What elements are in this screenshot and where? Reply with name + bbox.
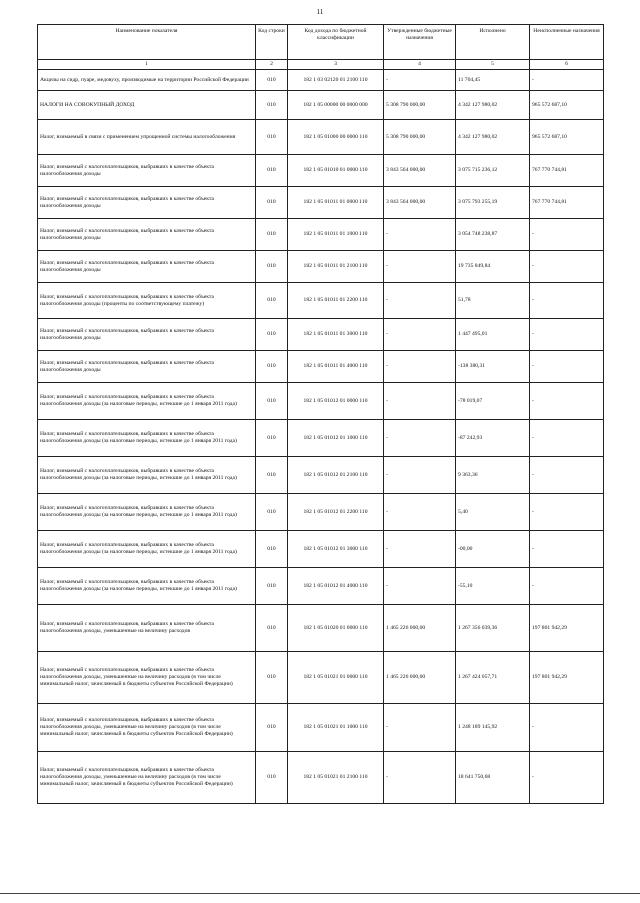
row-approved-amount: 5 308 790 000,00 <box>384 120 456 155</box>
table-row <box>38 219 604 251</box>
row-approved-amount: 5 308 790 000,00 <box>384 91 456 120</box>
row-indicator-name: Налог, взимаемый с налогоплательщиков, выбравших в качестве объекта налогообложения доходы (за налоговые периоды, истекшие до 1 января 2011 года) <box>38 457 256 494</box>
row-line-code: 010 <box>256 155 288 187</box>
row-approved-amount: - <box>384 420 456 457</box>
row-line-code: 010 <box>256 351 288 383</box>
row-executed-amount: 3 054 748 238,87 <box>456 219 530 251</box>
table-row <box>38 120 604 155</box>
row-indicator-name: Акцизы на сидр, пуаре, медовуху, производимые на территории Российской Федерации <box>38 70 256 91</box>
row-indicator-name: Налог, взимаемый с налогоплательщиков, выбравших в качестве объекта налогообложения доходы (за налоговые периоды, истекшие до 1 января 2011 года) <box>38 420 256 457</box>
column-number: 6 <box>530 60 604 70</box>
row-approved-amount: - <box>384 457 456 494</box>
row-income-code: 182 1 05 01012 01 2200 110 <box>288 494 384 531</box>
row-approved-amount: - <box>384 219 456 251</box>
header-row <box>38 25 604 60</box>
table-row <box>38 283 604 319</box>
row-line-code: 010 <box>256 383 288 420</box>
row-unexecuted-amount: 197 801 942,29 <box>530 652 604 704</box>
column-number: 4 <box>384 60 456 70</box>
row-income-code: 182 1 05 01011 01 1000 110 <box>288 219 384 251</box>
row-executed-amount: -55,10 <box>456 568 530 605</box>
row-unexecuted-amount: 197 801 942,29 <box>530 605 604 652</box>
column-number: 5 <box>456 60 530 70</box>
row-income-code: 182 1 05 01012 01 1000 110 <box>288 420 384 457</box>
row-indicator-name: Налог, взимаемый с налогоплательщиков, выбравших в качестве объекта налогообложения доходы (за налоговые периоды, истекшие до 1 января 2011 года) <box>38 494 256 531</box>
row-executed-amount: -78 019,07 <box>456 383 530 420</box>
row-line-code: 010 <box>256 531 288 568</box>
row-approved-amount: 1 465 226 000,00 <box>384 605 456 652</box>
row-unexecuted-amount: - <box>530 457 604 494</box>
header-executed: Исполнено <box>456 25 530 60</box>
row-unexecuted-amount: - <box>530 70 604 91</box>
row-income-code: 182 1 05 01010 01 0000 110 <box>288 155 384 187</box>
table-row <box>38 91 604 120</box>
table-row <box>38 383 604 420</box>
row-income-code: 182 1 05 00000 00 0000 000 <box>288 91 384 120</box>
row-unexecuted-amount: - <box>530 494 604 531</box>
table-row <box>38 704 604 752</box>
row-indicator-name: Налог, взимаемый в связи с применением упрощенной системы налогообложения <box>38 120 256 155</box>
row-income-code: 182 1 05 01000 00 0000 110 <box>288 120 384 155</box>
row-executed-amount: 1 267 356 039,36 <box>456 605 530 652</box>
row-approved-amount: - <box>384 70 456 91</box>
table-row <box>38 420 604 457</box>
row-approved-amount: 3 843 564 000,00 <box>384 187 456 219</box>
row-approved-amount: - <box>384 319 456 351</box>
row-income-code: 182 1 05 01011 01 2200 110 <box>288 283 384 319</box>
row-executed-amount: 9 363,36 <box>456 457 530 494</box>
row-indicator-name: Налог, взимаемый с налогоплательщиков, выбравших в качестве объекта налогообложения доходы <box>38 251 256 283</box>
row-line-code: 010 <box>256 420 288 457</box>
row-approved-amount: 3 843 564 000,00 <box>384 155 456 187</box>
row-unexecuted-amount: - <box>530 531 604 568</box>
row-executed-amount: 4 342 127 980,02 <box>456 120 530 155</box>
row-unexecuted-amount: - <box>530 319 604 351</box>
row-executed-amount: 5,40 <box>456 494 530 531</box>
row-line-code: 010 <box>256 568 288 605</box>
row-line-code: 010 <box>256 70 288 91</box>
row-approved-amount: - <box>384 704 456 752</box>
row-executed-amount: -138 380,31 <box>456 351 530 383</box>
header-income-code: Код дохода по бюджетной классификации <box>288 25 384 60</box>
row-income-code: 182 1 05 01011 01 0000 110 <box>288 187 384 219</box>
row-line-code: 010 <box>256 652 288 704</box>
row-income-code: 182 1 05 01021 01 1000 110 <box>288 704 384 752</box>
page-number: 11 <box>316 8 324 16</box>
row-unexecuted-amount: - <box>530 420 604 457</box>
row-executed-amount: 4 342 127 980,02 <box>456 91 530 120</box>
page-bottom-rule <box>0 893 640 894</box>
table-row <box>38 351 604 383</box>
table-row <box>38 319 604 351</box>
row-unexecuted-amount: - <box>530 283 604 319</box>
row-approved-amount: 1 465 226 000,00 <box>384 652 456 704</box>
row-executed-amount: 1 267 424 057,71 <box>456 652 530 704</box>
row-indicator-name: НАЛОГИ НА СОВОКУПНЫЙ ДОХОД <box>38 91 256 120</box>
table-row <box>38 568 604 605</box>
budget-execution-table <box>37 24 604 804</box>
row-line-code: 010 <box>256 219 288 251</box>
column-number: 3 <box>288 60 384 70</box>
row-indicator-name: Налог, взимаемый с налогоплательщиков, выбравших в качестве объекта налогообложения доходы, уменьшенные на величину расходов (в том числе минимальный налог, зачисляемый в бюджеты субъектов Российской Федерации) <box>38 704 256 752</box>
row-line-code: 010 <box>256 319 288 351</box>
table-row <box>38 187 604 219</box>
row-approved-amount: - <box>384 494 456 531</box>
row-indicator-name: Налог, взимаемый с налогоплательщиков, выбравших в качестве объекта налогообложения доходы <box>38 219 256 251</box>
row-unexecuted-amount: - <box>530 219 604 251</box>
table-row <box>38 531 604 568</box>
row-indicator-name: Налог, взимаемый с налогоплательщиков, выбравших в качестве объекта налогообложения доходы <box>38 187 256 219</box>
table-row <box>38 752 604 804</box>
column-number: 1 <box>38 60 256 70</box>
table-row <box>38 652 604 704</box>
row-approved-amount: - <box>384 251 456 283</box>
row-line-code: 010 <box>256 187 288 219</box>
row-approved-amount: - <box>384 752 456 804</box>
row-indicator-name: Налог, взимаемый с налогоплательщиков, выбравших в качестве объекта налогообложения доходы <box>38 319 256 351</box>
row-approved-amount: - <box>384 568 456 605</box>
row-approved-amount: - <box>384 531 456 568</box>
row-income-code: 182 1 05 01012 01 2100 110 <box>288 457 384 494</box>
row-indicator-name: Налог, взимаемый с налогоплательщиков, выбравших в качестве объекта налогообложения доходы, уменьшенные на величину расходов <box>38 605 256 652</box>
row-executed-amount: 3 075 715 236,12 <box>456 155 530 187</box>
table-row <box>38 494 604 531</box>
row-income-code: 182 1 03 02120 01 2100 110 <box>288 70 384 91</box>
row-income-code: 182 1 05 01011 01 4000 110 <box>288 351 384 383</box>
row-line-code: 010 <box>256 605 288 652</box>
header-unexecuted: Неисполненные назначения <box>530 25 604 60</box>
table-row <box>38 155 604 187</box>
row-executed-amount: 51,78 <box>456 283 530 319</box>
row-income-code: 182 1 05 01012 01 3000 110 <box>288 531 384 568</box>
table-row <box>38 457 604 494</box>
row-indicator-name: Налог, взимаемый с налогоплательщиков, выбравших в качестве объекта налогообложения доходы (за налоговые периоды, истекшие до 1 января 2011 года) <box>38 568 256 605</box>
row-unexecuted-amount: - <box>530 704 604 752</box>
row-unexecuted-amount: 767 770 744,81 <box>530 187 604 219</box>
row-income-code: 182 1 05 01011 01 3000 110 <box>288 319 384 351</box>
row-line-code: 010 <box>256 251 288 283</box>
row-indicator-name: Налог, взимаемый с налогоплательщиков, выбравших в качестве объекта налогообложения доходы (проценты по соответствующему платежу) <box>38 283 256 319</box>
row-income-code: 182 1 05 01021 01 2100 110 <box>288 752 384 804</box>
row-line-code: 010 <box>256 704 288 752</box>
row-executed-amount: -87 242,93 <box>456 420 530 457</box>
row-unexecuted-amount: 965 572 687,10 <box>530 120 604 155</box>
row-indicator-name: Налог, взимаемый с налогоплательщиков, выбравших в качестве объекта налогообложения доходы, уменьшенные на величину расходов (в том числе минимальный налог, зачисляемый в бюджеты субъектов Российской Федерации) <box>38 652 256 704</box>
row-executed-amount: 3 075 793 255,19 <box>456 187 530 219</box>
row-unexecuted-amount: - <box>530 568 604 605</box>
row-unexecuted-amount: - <box>530 752 604 804</box>
row-income-code: 182 1 05 01021 01 0000 110 <box>288 652 384 704</box>
row-approved-amount: - <box>384 351 456 383</box>
row-line-code: 010 <box>256 494 288 531</box>
table-row <box>38 605 604 652</box>
row-income-code: 182 1 05 01012 01 0000 110 <box>288 383 384 420</box>
row-unexecuted-amount: - <box>530 351 604 383</box>
row-approved-amount: - <box>384 383 456 420</box>
header-line-code: Код строки <box>256 25 288 60</box>
row-unexecuted-amount: 767 770 744,81 <box>530 155 604 187</box>
row-line-code: 010 <box>256 283 288 319</box>
row-unexecuted-amount: - <box>530 383 604 420</box>
row-executed-amount: 1 447 495,01 <box>456 319 530 351</box>
row-line-code: 010 <box>256 91 288 120</box>
row-indicator-name: Налог, взимаемый с налогоплательщиков, выбравших в качестве объекта налогообложения доходы, уменьшенные на величину расходов (в том числе минимальный налог, зачисляемый в бюджеты субъектов Российской Федерации) <box>38 752 256 804</box>
row-executed-amount: 19 735 849,84 <box>456 251 530 283</box>
header-indicator-name: Наименование показателя <box>38 25 256 60</box>
row-indicator-name: Налог, взимаемый с налогоплательщиков, выбравших в качестве объекта налогообложения доходы <box>38 351 256 383</box>
row-unexecuted-amount: 965 572 687,10 <box>530 91 604 120</box>
row-line-code: 010 <box>256 457 288 494</box>
row-income-code: 182 1 05 01012 01 4000 110 <box>288 568 384 605</box>
row-line-code: 010 <box>256 752 288 804</box>
row-indicator-name: Налог, взимаемый с налогоплательщиков, выбравших в качестве объекта налогообложения доходы <box>38 155 256 187</box>
column-number: 2 <box>256 60 288 70</box>
row-line-code: 010 <box>256 120 288 155</box>
row-approved-amount: - <box>384 283 456 319</box>
row-indicator-name: Налог, взимаемый с налогоплательщиков, выбравших в качестве объекта налогообложения доходы (за налоговые периоды, истекшие до 1 января 2011 года) <box>38 531 256 568</box>
row-unexecuted-amount: - <box>530 251 604 283</box>
row-executed-amount: -00,00 <box>456 531 530 568</box>
row-income-code: 182 1 05 01020 01 0000 110 <box>288 605 384 652</box>
row-income-code: 182 1 05 01011 01 2100 110 <box>288 251 384 283</box>
row-executed-amount: 18 641 750,68 <box>456 752 530 804</box>
column-number-row <box>38 60 604 70</box>
row-indicator-name: Налог, взимаемый с налогоплательщиков, выбравших в качестве объекта налогообложения доходы (за налоговые периоды, истекшие до 1 января 2011 года) <box>38 383 256 420</box>
header-approved: Утвержденные бюджетные назначения <box>384 25 456 60</box>
table-row <box>38 70 604 91</box>
table-row <box>38 251 604 283</box>
row-executed-amount: 1 248 189 145,92 <box>456 704 530 752</box>
row-executed-amount: 11 704,45 <box>456 70 530 91</box>
